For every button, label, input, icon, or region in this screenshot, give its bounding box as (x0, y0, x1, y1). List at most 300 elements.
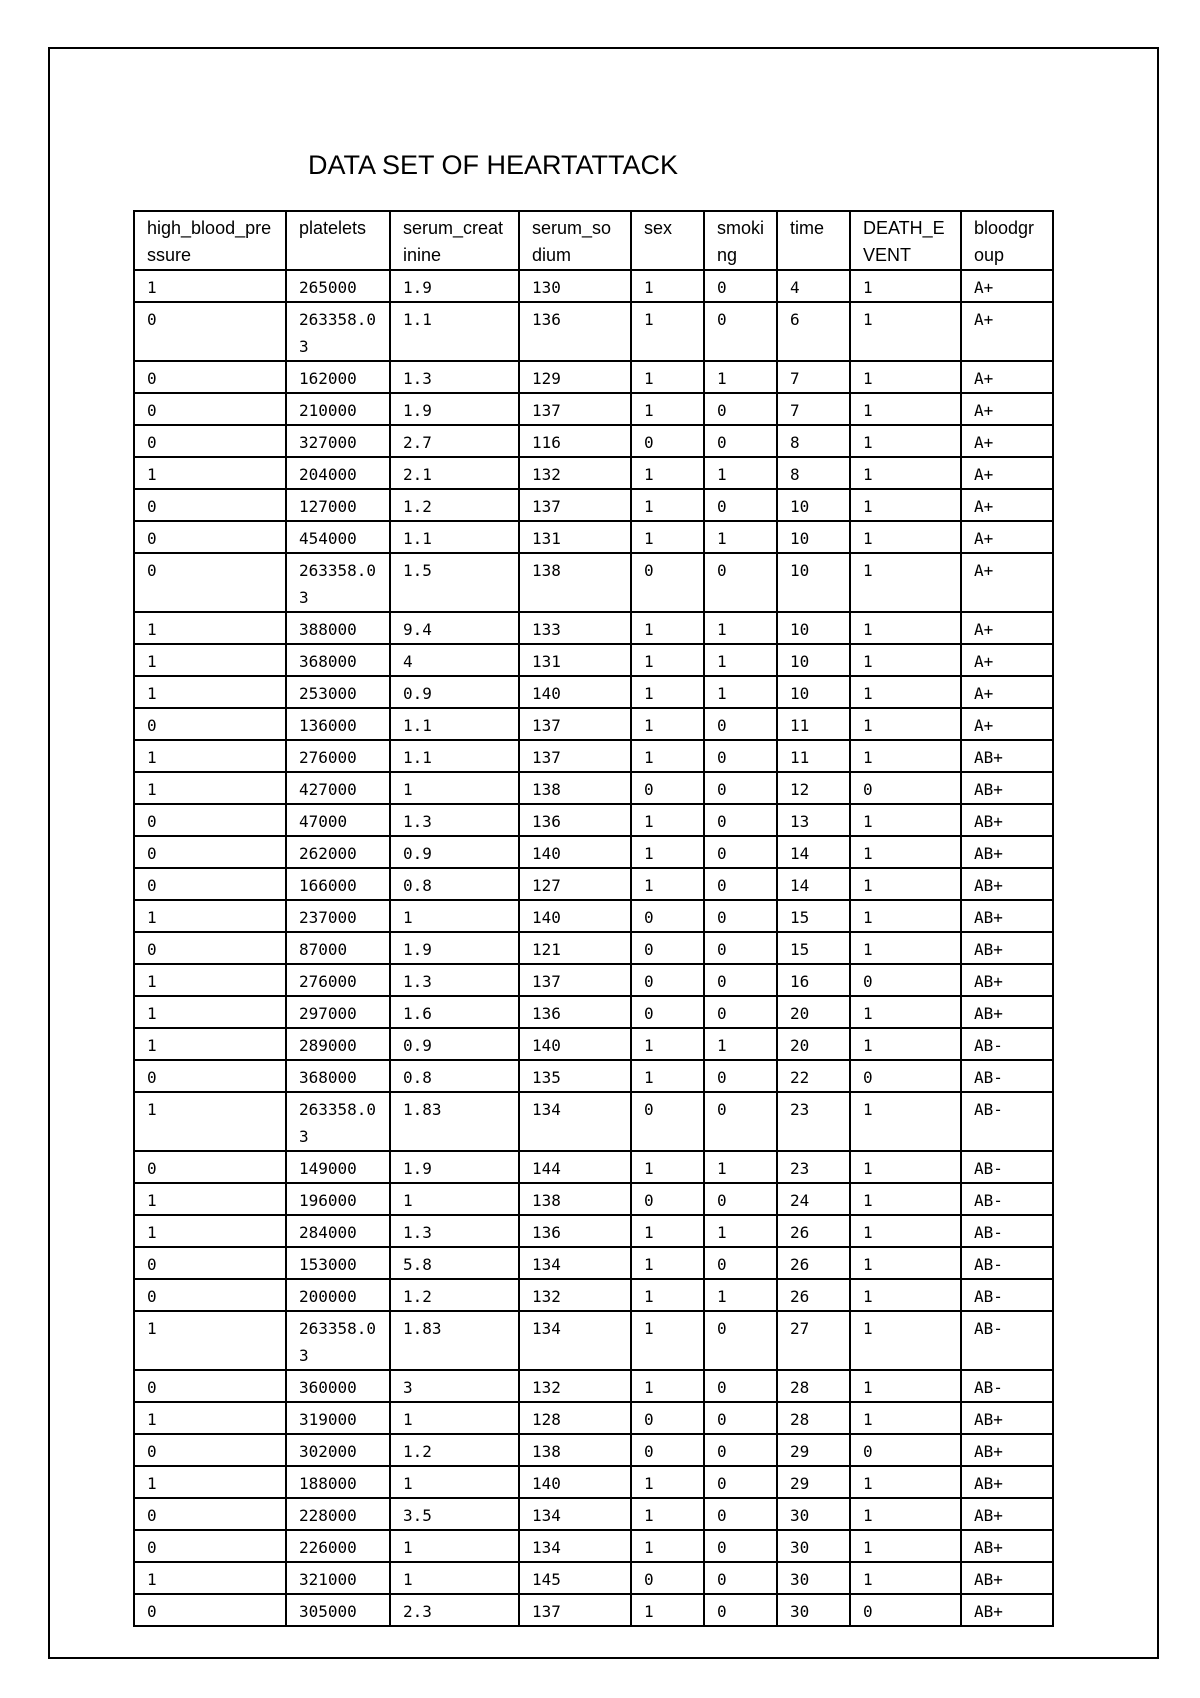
table-cell: 0 (134, 1370, 286, 1402)
table-cell: A+ (961, 676, 1053, 708)
table-cell: 0.9 (390, 676, 519, 708)
table-cell: 0 (850, 1434, 961, 1466)
table-cell: 3.5 (390, 1498, 519, 1530)
table-cell: 0 (850, 964, 961, 996)
table-cell: 87000 (286, 932, 390, 964)
table-cell: 226000 (286, 1530, 390, 1562)
table-cell: 2.3 (390, 1594, 519, 1626)
column-header: serum_sodium (519, 211, 631, 270)
table-cell: 28 (777, 1402, 850, 1434)
table-cell: 0 (631, 1434, 704, 1466)
column-header: time (777, 211, 850, 270)
table-cell: 5.8 (390, 1247, 519, 1279)
table-cell: 23 (777, 1092, 850, 1151)
table-cell: 228000 (286, 1498, 390, 1530)
table-cell: AB+ (961, 900, 1053, 932)
table-cell: 0.9 (390, 836, 519, 868)
table-cell: 0 (704, 900, 777, 932)
table-row (134, 900, 1053, 932)
table-cell: 131 (519, 521, 631, 553)
table-cell: 0.9 (390, 1028, 519, 1060)
table-cell: 130 (519, 270, 631, 302)
table-row (134, 1370, 1053, 1402)
table-cell: 1 (134, 612, 286, 644)
column-header: platelets (286, 211, 390, 270)
table-cell: 1.9 (390, 932, 519, 964)
table-cell: 166000 (286, 868, 390, 900)
table-row (134, 425, 1053, 457)
table-cell: 1 (850, 868, 961, 900)
table-cell: 134 (519, 1247, 631, 1279)
table-cell: 137 (519, 740, 631, 772)
table-cell: 0 (134, 1594, 286, 1626)
table-row (134, 1279, 1053, 1311)
table-row (134, 1247, 1053, 1279)
table-cell: 10 (777, 644, 850, 676)
header-row (134, 211, 1053, 270)
table-cell: 1 (631, 1215, 704, 1247)
table-cell: 1 (390, 772, 519, 804)
table-cell: 7 (777, 361, 850, 393)
table-cell: 127000 (286, 489, 390, 521)
table-cell: 263358.03 (286, 1092, 390, 1151)
table-cell: 1 (134, 1466, 286, 1498)
table-cell: 15 (777, 900, 850, 932)
table-cell: 16 (777, 964, 850, 996)
table-row (134, 302, 1053, 361)
table-cell: 1 (631, 1279, 704, 1311)
table-cell: 30 (777, 1498, 850, 1530)
table-cell: 1 (704, 612, 777, 644)
column-header: bloodgroup (961, 211, 1053, 270)
table-body (134, 270, 1053, 1626)
table-cell: 10 (777, 676, 850, 708)
table-cell: 1 (631, 612, 704, 644)
table-cell: A+ (961, 425, 1053, 457)
table-cell: 134 (519, 1311, 631, 1370)
table-cell: 265000 (286, 270, 390, 302)
table-row (134, 270, 1053, 302)
table-row (134, 996, 1053, 1028)
table-row (134, 1466, 1053, 1498)
table-cell: 132 (519, 1370, 631, 1402)
table-cell: 140 (519, 836, 631, 868)
table-cell: 1 (704, 1279, 777, 1311)
table-cell: 1 (850, 804, 961, 836)
table-cell: 0 (134, 1279, 286, 1311)
table-cell: 1 (390, 1530, 519, 1562)
table-cell: AB+ (961, 932, 1053, 964)
table-cell: 1 (134, 1215, 286, 1247)
table-cell: 1.9 (390, 1151, 519, 1183)
table-cell: 368000 (286, 644, 390, 676)
table-cell: 1 (134, 1402, 286, 1434)
table-row (134, 361, 1053, 393)
table-cell: 138 (519, 772, 631, 804)
table-cell: 305000 (286, 1594, 390, 1626)
table-cell: 1.83 (390, 1092, 519, 1151)
table-cell: AB- (961, 1151, 1053, 1183)
table-cell: 0 (134, 932, 286, 964)
table-cell: AB+ (961, 1434, 1053, 1466)
table-row (134, 1402, 1053, 1434)
table-cell: 1 (850, 1028, 961, 1060)
table-cell: 15 (777, 932, 850, 964)
table-cell: 1 (631, 868, 704, 900)
table-cell: 0 (134, 553, 286, 612)
table-cell: 0 (704, 836, 777, 868)
table-cell: 1 (134, 457, 286, 489)
table-cell: 131 (519, 644, 631, 676)
table-cell: 0 (631, 964, 704, 996)
table-cell: 1 (134, 900, 286, 932)
table-cell: 0 (134, 1151, 286, 1183)
table-cell: 20 (777, 1028, 850, 1060)
table-cell: 14 (777, 868, 850, 900)
table-cell: 10 (777, 612, 850, 644)
table-cell: 1 (134, 1562, 286, 1594)
table-cell: 137 (519, 1594, 631, 1626)
table-cell: 135 (519, 1060, 631, 1092)
table-cell: AB+ (961, 1594, 1053, 1626)
table-cell: 1 (390, 1183, 519, 1215)
table-cell: 1.3 (390, 1215, 519, 1247)
table-cell: 302000 (286, 1434, 390, 1466)
table-cell: 30 (777, 1530, 850, 1562)
table-cell: AB- (961, 1060, 1053, 1092)
table-cell: 1 (134, 964, 286, 996)
table-cell: 0 (134, 1530, 286, 1562)
table-cell: 0 (704, 489, 777, 521)
table-cell: 0 (134, 868, 286, 900)
table-cell: 1 (134, 644, 286, 676)
table-cell: 1 (631, 836, 704, 868)
table-cell: 1 (631, 393, 704, 425)
table-cell: 1 (850, 644, 961, 676)
table-row (134, 1028, 1053, 1060)
table-cell: 1 (134, 676, 286, 708)
table-cell: 0 (704, 553, 777, 612)
table-cell: 360000 (286, 1370, 390, 1402)
table-cell: 0 (631, 932, 704, 964)
table-cell: 0 (134, 521, 286, 553)
table-cell: 1 (390, 1562, 519, 1594)
table-cell: 188000 (286, 1466, 390, 1498)
table-cell: 1 (631, 521, 704, 553)
table-cell: 0 (704, 1092, 777, 1151)
table-cell: 0 (134, 393, 286, 425)
table-cell: 1 (850, 836, 961, 868)
table-cell: 1 (850, 1402, 961, 1434)
table-cell: 0 (704, 1247, 777, 1279)
table-cell: 1.1 (390, 740, 519, 772)
table-cell: 262000 (286, 836, 390, 868)
table-row (134, 804, 1053, 836)
table-cell: 0 (704, 302, 777, 361)
table-cell: 200000 (286, 1279, 390, 1311)
table-cell: 134 (519, 1530, 631, 1562)
table-cell: 1.3 (390, 964, 519, 996)
table-cell: 1 (704, 644, 777, 676)
table-cell: 132 (519, 1279, 631, 1311)
table-cell: 1.2 (390, 1279, 519, 1311)
table-cell: 4 (777, 270, 850, 302)
table-cell: 1 (631, 708, 704, 740)
table-cell: 136 (519, 1215, 631, 1247)
table-cell: 1 (631, 1498, 704, 1530)
table-cell: 0 (704, 708, 777, 740)
table-cell: 20 (777, 996, 850, 1028)
table-row (134, 740, 1053, 772)
table-cell: 138 (519, 553, 631, 612)
table-cell: 297000 (286, 996, 390, 1028)
table-cell: 0 (631, 772, 704, 804)
table-cell: AB+ (961, 964, 1053, 996)
table-row (134, 1092, 1053, 1151)
table-cell: 1.6 (390, 996, 519, 1028)
table-cell: 253000 (286, 676, 390, 708)
table-cell: 1.2 (390, 489, 519, 521)
table-cell: 1 (631, 644, 704, 676)
table-cell: 0 (631, 553, 704, 612)
table-cell: 427000 (286, 772, 390, 804)
table-cell: 1 (704, 457, 777, 489)
table-cell: 1 (850, 1311, 961, 1370)
table-cell: 1.9 (390, 393, 519, 425)
table-row (134, 1060, 1053, 1092)
table-cell: 1 (631, 804, 704, 836)
table-cell: A+ (961, 644, 1053, 676)
table-cell: 263358.03 (286, 302, 390, 361)
table-cell: 1 (134, 1092, 286, 1151)
table-cell: 1 (850, 1247, 961, 1279)
table-cell: 140 (519, 900, 631, 932)
table-cell: AB- (961, 1279, 1053, 1311)
table-cell: AB+ (961, 1498, 1053, 1530)
table-cell: 1.1 (390, 302, 519, 361)
table-cell: AB- (961, 1183, 1053, 1215)
table-cell: 47000 (286, 804, 390, 836)
table-cell: 1 (704, 521, 777, 553)
table-cell: 0 (134, 361, 286, 393)
table-cell: 30 (777, 1562, 850, 1594)
table-cell: 0 (134, 708, 286, 740)
table-cell: 263358.03 (286, 553, 390, 612)
table-row (134, 932, 1053, 964)
table-cell: 1.1 (390, 521, 519, 553)
table-cell: 140 (519, 676, 631, 708)
table-cell: AB+ (961, 1530, 1053, 1562)
table-cell: 1 (850, 676, 961, 708)
table-cell: 1 (134, 1028, 286, 1060)
table-cell: AB- (961, 1092, 1053, 1151)
table-row (134, 1215, 1053, 1247)
table-cell: AB+ (961, 1466, 1053, 1498)
table-cell: 0 (631, 996, 704, 1028)
table-cell: 7 (777, 393, 850, 425)
table-cell: 0 (704, 270, 777, 302)
table-cell: 1 (850, 457, 961, 489)
table-cell: 1 (850, 270, 961, 302)
table-cell: 1 (850, 708, 961, 740)
table-cell: 13 (777, 804, 850, 836)
table-cell: AB- (961, 1028, 1053, 1060)
table-cell: 10 (777, 553, 850, 612)
table-cell: AB- (961, 1311, 1053, 1370)
table-cell: AB- (961, 1247, 1053, 1279)
table-cell: 1 (850, 1370, 961, 1402)
table-cell: 1 (134, 1183, 286, 1215)
table-cell: AB- (961, 1370, 1053, 1402)
table-cell: 116 (519, 425, 631, 457)
table-cell: 26 (777, 1247, 850, 1279)
table-cell: 1 (134, 772, 286, 804)
table-cell: AB+ (961, 1402, 1053, 1434)
table-cell: 284000 (286, 1215, 390, 1247)
table-cell: 12 (777, 772, 850, 804)
table-row (134, 393, 1053, 425)
column-header: DEATH_EVENT (850, 211, 961, 270)
table-cell: 1 (850, 1498, 961, 1530)
table-row (134, 868, 1053, 900)
table-cell: 1 (631, 1247, 704, 1279)
table-cell: 2.1 (390, 457, 519, 489)
table-cell: 3 (390, 1370, 519, 1402)
table-cell: 1 (850, 1279, 961, 1311)
table-cell: 1 (850, 1530, 961, 1562)
table-cell: AB+ (961, 836, 1053, 868)
table-cell: AB+ (961, 740, 1053, 772)
table-cell: 1 (704, 676, 777, 708)
table-cell: 0 (850, 772, 961, 804)
table-cell: 0 (704, 425, 777, 457)
table-cell: 0 (134, 1247, 286, 1279)
table-cell: 1 (134, 270, 286, 302)
table-cell: 1 (850, 1183, 961, 1215)
data-table (133, 210, 1054, 1627)
table-cell: 162000 (286, 361, 390, 393)
table-cell: 1 (850, 740, 961, 772)
document-title-wrap (0, 150, 1110, 181)
table-cell: 22 (777, 1060, 850, 1092)
table-cell: 0 (704, 1594, 777, 1626)
table-cell: 1 (631, 1370, 704, 1402)
table-cell: 145 (519, 1562, 631, 1594)
table-cell: 210000 (286, 393, 390, 425)
table-cell: 23 (777, 1151, 850, 1183)
table-cell: 368000 (286, 1060, 390, 1092)
table-row (134, 772, 1053, 804)
table-cell: 0 (134, 1060, 286, 1092)
column-header: high_blood_pressure (134, 211, 286, 270)
table-cell: 1 (631, 302, 704, 361)
table-cell: 121 (519, 932, 631, 964)
table-cell: 1 (631, 740, 704, 772)
table-cell: 1 (390, 1402, 519, 1434)
table-cell: 134 (519, 1092, 631, 1151)
table-cell: A+ (961, 521, 1053, 553)
table-cell: 0 (704, 740, 777, 772)
table-cell: 0 (134, 1498, 286, 1530)
table-cell: 1 (850, 393, 961, 425)
table-cell: 1 (631, 361, 704, 393)
table-cell: 0 (850, 1594, 961, 1626)
table-cell: 0 (704, 393, 777, 425)
table-cell: 1 (631, 1060, 704, 1092)
table-cell: 136 (519, 996, 631, 1028)
table-cell: 0 (134, 425, 286, 457)
table-cell: 0 (704, 1498, 777, 1530)
table-cell: 1 (850, 361, 961, 393)
table-cell: 1.3 (390, 804, 519, 836)
table-cell: 1 (704, 361, 777, 393)
table-cell: 0 (134, 489, 286, 521)
table-cell: 0 (631, 425, 704, 457)
table-cell: 1 (704, 1215, 777, 1247)
table-row (134, 1311, 1053, 1370)
table-cell: 8 (777, 457, 850, 489)
table-row (134, 1434, 1053, 1466)
table-cell: 0 (704, 1562, 777, 1594)
table-row (134, 489, 1053, 521)
table-cell: 0 (134, 836, 286, 868)
table-cell: 153000 (286, 1247, 390, 1279)
table-cell: 129 (519, 361, 631, 393)
table-cell: 24 (777, 1183, 850, 1215)
table-cell: 10 (777, 521, 850, 553)
table-cell: AB+ (961, 804, 1053, 836)
table-cell: 132 (519, 457, 631, 489)
table-cell: 26 (777, 1215, 850, 1247)
table-cell: 196000 (286, 1183, 390, 1215)
table-cell: 321000 (286, 1562, 390, 1594)
table-cell: 289000 (286, 1028, 390, 1060)
table-cell: 140 (519, 1028, 631, 1060)
table-cell: 1.3 (390, 361, 519, 393)
table-row (134, 521, 1053, 553)
table-cell: A+ (961, 302, 1053, 361)
table-cell: 1 (631, 270, 704, 302)
table-row (134, 553, 1053, 612)
table-cell: 1 (631, 1311, 704, 1370)
table-cell: 0 (134, 302, 286, 361)
table-cell: AB- (961, 1215, 1053, 1247)
table-cell: 0 (704, 804, 777, 836)
table-cell: 136000 (286, 708, 390, 740)
table-cell: 0 (704, 868, 777, 900)
table-cell: 138 (519, 1183, 631, 1215)
table-row (134, 1530, 1053, 1562)
table-cell: 136 (519, 302, 631, 361)
table-cell: A+ (961, 270, 1053, 302)
table-cell: 1 (631, 676, 704, 708)
table-cell: 28 (777, 1370, 850, 1402)
table-cell: AB+ (961, 996, 1053, 1028)
table-cell: 1.83 (390, 1311, 519, 1370)
table-cell: 1 (850, 1466, 961, 1498)
table-cell: 0 (704, 1466, 777, 1498)
table-cell: 0 (704, 996, 777, 1028)
table-cell: 1 (134, 996, 286, 1028)
table-cell: 1 (704, 1151, 777, 1183)
table-cell: 140 (519, 1466, 631, 1498)
table-cell: 149000 (286, 1151, 390, 1183)
table-cell: 1 (631, 1594, 704, 1626)
table-cell: 14 (777, 836, 850, 868)
table-cell: 138 (519, 1434, 631, 1466)
table-row (134, 1498, 1053, 1530)
table-cell: 1 (631, 1151, 704, 1183)
